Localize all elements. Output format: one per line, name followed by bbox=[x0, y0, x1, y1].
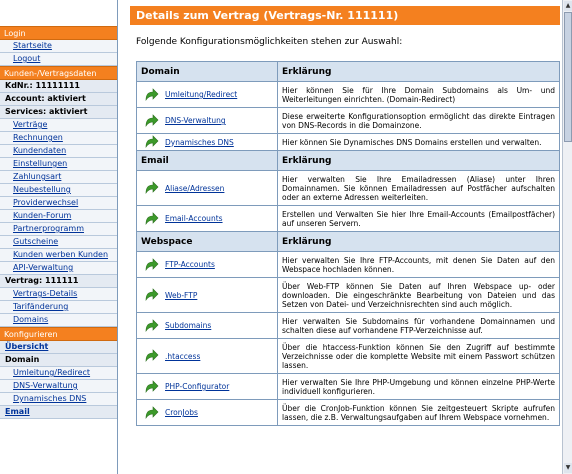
option-description: Hier verwalten Sie Ihre PHP-Umgebung und können einzelne PHP-Werte individuell konfigurieren. bbox=[278, 374, 560, 400]
sidebar-item-logout[interactable] bbox=[0, 53, 117, 66]
section-header-row bbox=[137, 62, 560, 82]
sidebar-link[interactable]: Neubestellung bbox=[13, 185, 71, 194]
option-link[interactable]: Umleitung/Redirect bbox=[165, 90, 238, 99]
green-arrow-icon[interactable] bbox=[143, 113, 159, 129]
table-row bbox=[137, 252, 560, 278]
sidebar-link[interactable]: Kundendaten bbox=[13, 146, 67, 155]
option-link[interactable]: PHP-Configurator bbox=[165, 382, 230, 391]
sidebar-top-spacer bbox=[0, 0, 117, 26]
table-row bbox=[137, 206, 560, 232]
option-link[interactable]: Aliase/Adressen bbox=[165, 183, 225, 193]
scroll-up-arrow-icon[interactable]: ▲ bbox=[565, 2, 571, 9]
option-link[interactable]: FTP-Accounts bbox=[165, 260, 215, 269]
green-arrow-icon[interactable] bbox=[143, 134, 159, 150]
green-arrow-icon[interactable] bbox=[143, 405, 159, 421]
sidebar-link[interactable]: Startseite bbox=[13, 41, 52, 50]
option-description: Über die CronJob-Funktion können Sie zeitgesteuert Skripte aufrufen lassen, die z.B. Verwaltungsaufgaben auf Ihrem Webspace vornehmen. bbox=[278, 400, 560, 426]
option-description: Diese erweiterte Konfigurationsoption ermöglicht das direkte Eintragen von DNS-Records in die Domainzone. bbox=[278, 108, 560, 134]
sidebar-link[interactable]: Übersicht bbox=[5, 342, 49, 351]
sidebar-link[interactable]: Domains bbox=[13, 315, 49, 324]
green-arrow-icon[interactable] bbox=[143, 318, 159, 334]
option-cell bbox=[137, 339, 278, 374]
option-cell bbox=[137, 313, 278, 339]
table-row bbox=[137, 339, 560, 374]
option-description: Hier können Sie Dynamisches DNS Domains erstellen und verwalten. bbox=[278, 134, 560, 151]
sidebar-item[interactable] bbox=[0, 223, 117, 236]
table-row bbox=[137, 82, 560, 108]
sidebar-item[interactable] bbox=[0, 184, 117, 197]
sidebar-item[interactable] bbox=[0, 262, 117, 275]
section-title: Webspace bbox=[137, 232, 278, 252]
sidebar-link[interactable]: Rechnungen bbox=[13, 133, 63, 142]
option-link[interactable]: DNS-Verwaltung bbox=[165, 116, 226, 125]
section-title: Email bbox=[137, 151, 278, 171]
green-arrow-icon[interactable] bbox=[143, 257, 159, 273]
sidebar-item-overview[interactable] bbox=[0, 341, 117, 354]
option-cell bbox=[137, 252, 278, 278]
table-row bbox=[137, 278, 560, 313]
option-link[interactable]: Web-FTP bbox=[165, 290, 198, 300]
option-link[interactable]: CronJobs bbox=[165, 408, 198, 417]
sidebar-link[interactable]: Umleitung/Redirect bbox=[13, 368, 91, 377]
sidebar-item[interactable] bbox=[0, 367, 117, 380]
sidebar-item[interactable] bbox=[0, 210, 117, 223]
sidebar-link[interactable]: Kunden werben Kunden bbox=[13, 250, 109, 259]
table-row bbox=[137, 108, 560, 134]
sidebar-item[interactable] bbox=[0, 171, 117, 184]
contract-menu bbox=[0, 288, 117, 327]
option-description: Über Web-FTP können Sie Daten auf Ihren Webspace up- oder downloaden. Die eingeschränkte Bearbeitung von Dateien und das Setzen von Datei- und Verzeichnisrechten sind auch möglich. bbox=[278, 278, 560, 313]
option-cell bbox=[137, 374, 278, 400]
table-row bbox=[137, 374, 560, 400]
section-header-config: Konfigurieren bbox=[0, 327, 117, 341]
sidebar-link[interactable]: Providerwechsel bbox=[13, 198, 79, 207]
customer-number: KdNr.: 11111111 bbox=[0, 80, 117, 93]
sidebar-item-domain[interactable]: Domain bbox=[0, 354, 117, 367]
sidebar-link[interactable]: Einstellungen bbox=[13, 159, 68, 168]
option-description: Hier können Sie für Ihre Domain Subdomains als Um- und Weiterleitungen einrichten. (Domain-Redirect) bbox=[278, 82, 560, 108]
account-status: Account: aktiviert bbox=[0, 93, 117, 106]
sidebar-link[interactable]: Zahlungsart bbox=[13, 172, 62, 181]
table-row bbox=[137, 171, 560, 206]
option-cell bbox=[137, 82, 278, 108]
sidebar-item[interactable] bbox=[0, 380, 117, 393]
table-row bbox=[137, 134, 560, 151]
green-arrow-icon[interactable] bbox=[143, 87, 159, 103]
scroll-down-arrow-icon[interactable]: ▼ bbox=[565, 464, 571, 471]
option-description: Hier verwalten Sie Subdomains für vorhandene Domainnamen und schalten diese auf vorhandene FTP-Verzeichnisse auf. bbox=[278, 313, 560, 339]
services-status: Services: aktiviert bbox=[0, 106, 117, 119]
option-description: Hier verwalten Sie Ihre FTP-Accounts, mit denen Sie Daten auf den Webspace hochladen können. bbox=[278, 252, 560, 278]
option-cell bbox=[137, 134, 278, 151]
option-cell bbox=[137, 400, 278, 426]
sidebar-link[interactable]: Partnerprogramm bbox=[13, 224, 85, 233]
green-arrow-icon[interactable] bbox=[143, 287, 159, 303]
sidebar-item[interactable] bbox=[0, 393, 117, 406]
sidebar-item[interactable] bbox=[0, 314, 117, 327]
section-header-row bbox=[137, 151, 560, 171]
section-header-row bbox=[137, 232, 560, 252]
option-description: Hier verwalten Sie Ihre Emailadressen (Aliase) unter Ihren Domainnamen. Sie können Emailadressen auf Postfächer aufschalten oder an externe Adressen weiterleiten. bbox=[278, 171, 560, 206]
green-arrow-icon[interactable] bbox=[143, 180, 159, 196]
option-description: Erstellen und Verwalten Sie hier Ihre Email-Accounts (Emailpostfächer) auf unseren Servern. bbox=[278, 206, 560, 232]
vertical-scrollbar[interactable] bbox=[562, 0, 572, 474]
option-cell bbox=[137, 108, 278, 134]
sidebar-link[interactable]: Verträge bbox=[13, 120, 48, 129]
explanation-header: Erklärung bbox=[278, 151, 560, 171]
option-link[interactable]: .htaccess bbox=[165, 351, 201, 361]
sidebar-item[interactable] bbox=[0, 301, 117, 314]
table-row bbox=[137, 313, 560, 339]
option-cell bbox=[137, 206, 278, 232]
sidebar-item[interactable] bbox=[0, 288, 117, 301]
sidebar-link[interactable]: Kunden-Forum bbox=[13, 211, 72, 220]
option-link[interactable]: Email-Accounts bbox=[165, 214, 223, 223]
domain-menu bbox=[0, 367, 117, 406]
option-description: Über die htaccess-Funktion können Sie den Zugriff auf bestimmte Verzeichnisse oder die komplette Website mit einem Passwort schützen lassen. bbox=[278, 339, 560, 374]
explanation-header: Erklärung bbox=[278, 232, 560, 252]
sidebar-item[interactable] bbox=[0, 145, 117, 158]
sidebar bbox=[0, 0, 118, 474]
sidebar-item-startseite[interactable] bbox=[0, 40, 117, 53]
green-arrow-icon[interactable] bbox=[143, 379, 159, 395]
sidebar-link[interactable]: Email bbox=[5, 407, 30, 416]
option-link[interactable]: Subdomains bbox=[165, 321, 212, 330]
option-link[interactable]: Dynamisches DNS bbox=[165, 137, 234, 147]
sidebar-link[interactable]: Gutscheine bbox=[13, 237, 59, 246]
section-header-customer: Kunden-/Vertragsdaten bbox=[0, 66, 117, 80]
sidebar-link[interactable]: DNS-Verwaltung bbox=[13, 381, 78, 390]
section-header-login: Login bbox=[0, 26, 117, 40]
sidebar-item[interactable] bbox=[0, 249, 117, 262]
sidebar-link[interactable]: Dynamisches DNS bbox=[13, 394, 87, 403]
scroll-thumb[interactable] bbox=[564, 12, 572, 142]
sidebar-item[interactable] bbox=[0, 197, 117, 210]
option-cell bbox=[137, 171, 278, 206]
sidebar-link[interactable]: Tarifänderung bbox=[13, 302, 69, 311]
explanation-header: Erklärung bbox=[278, 62, 560, 82]
config-table bbox=[136, 61, 560, 426]
sidebar-item[interactable] bbox=[0, 119, 117, 132]
green-arrow-icon[interactable] bbox=[143, 211, 159, 227]
sidebar-item[interactable] bbox=[0, 236, 117, 249]
intro-text: Folgende Konfigurationsmöglichkeiten stehen zur Auswahl: bbox=[136, 37, 403, 47]
main-content bbox=[130, 0, 560, 474]
green-arrow-icon[interactable] bbox=[143, 348, 159, 364]
customer-menu bbox=[0, 119, 117, 275]
contract-number: Vertrag: 111111 bbox=[0, 275, 117, 288]
sidebar-item[interactable] bbox=[0, 158, 117, 171]
table-row bbox=[137, 400, 560, 426]
sidebar-link[interactable]: Logout bbox=[13, 54, 41, 63]
sidebar-item[interactable] bbox=[0, 132, 117, 145]
sidebar-link[interactable]: Vertrags-Details bbox=[13, 289, 78, 298]
section-title: Domain bbox=[137, 62, 278, 82]
option-cell bbox=[137, 278, 278, 313]
sidebar-item-email[interactable] bbox=[0, 406, 117, 419]
page-title: Details zum Vertrag (Vertrags-Nr. 111111) bbox=[130, 6, 560, 25]
sidebar-link[interactable]: API-Verwaltung bbox=[13, 263, 74, 272]
